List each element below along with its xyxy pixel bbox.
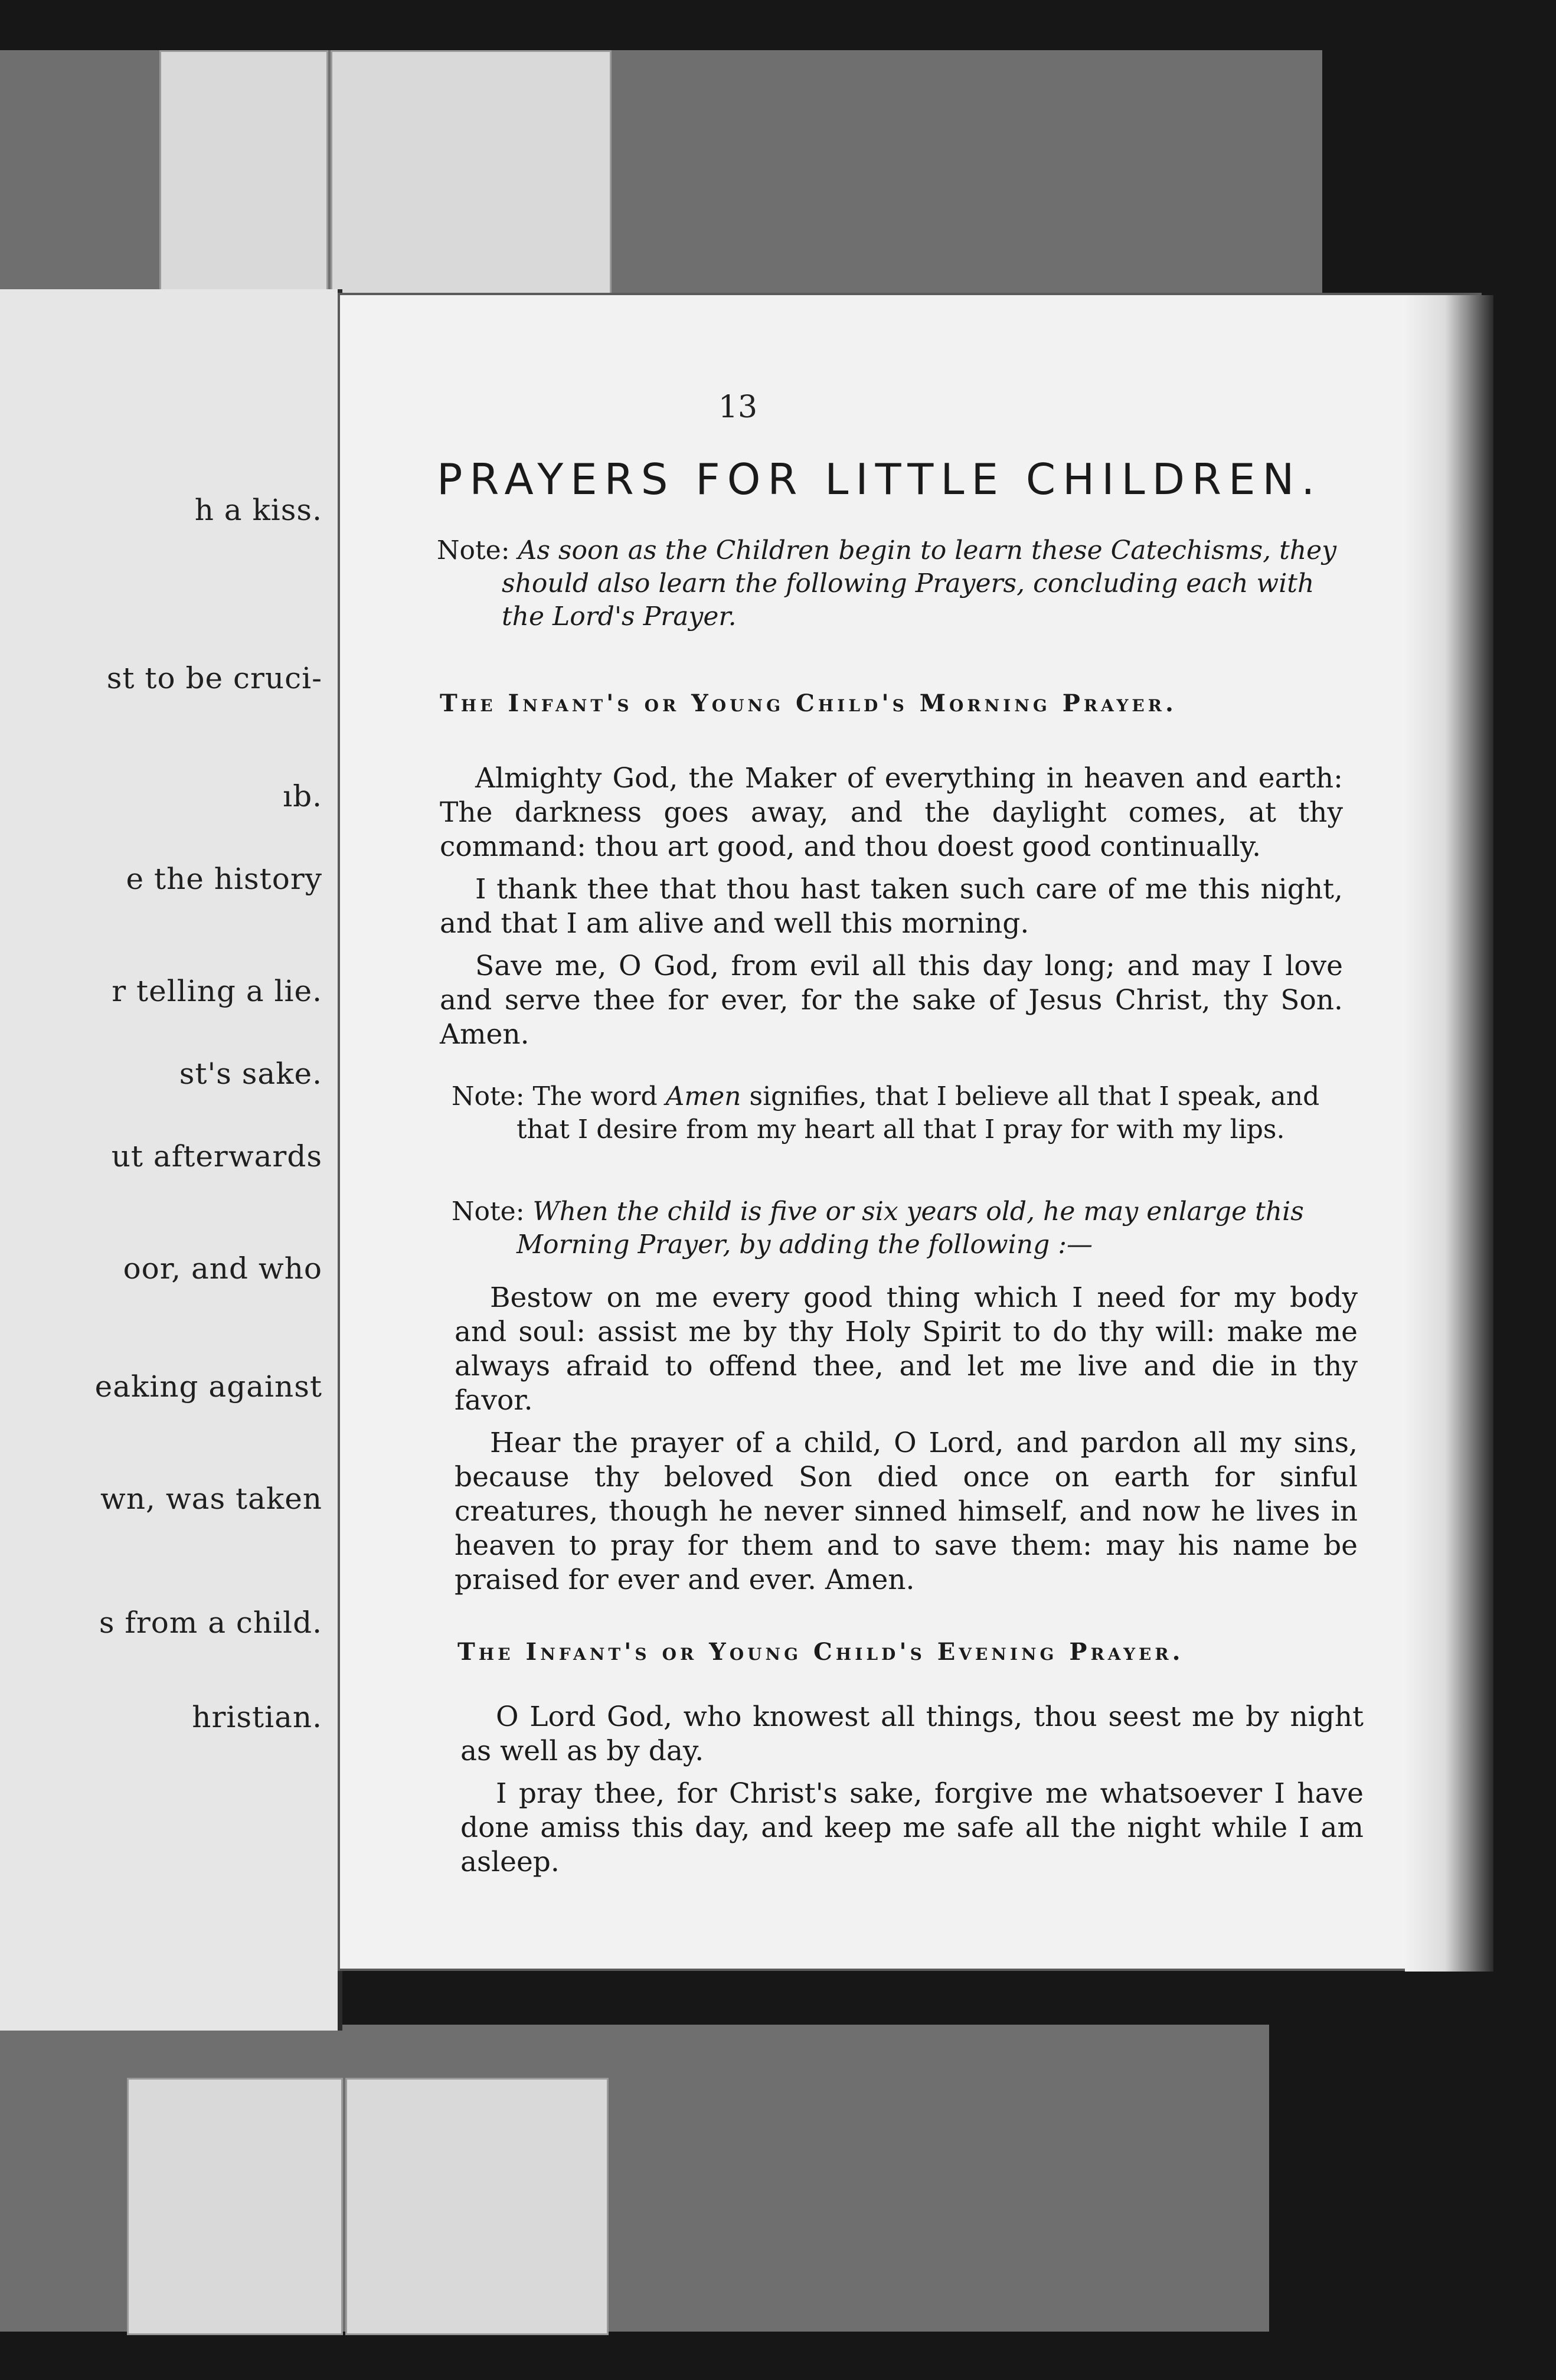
- left-page: [0, 289, 342, 2031]
- left-line: r telling a lie.: [112, 974, 322, 1008]
- evening-prayer: [460, 1700, 1364, 1888]
- prayer-paragraph: O Lord God, who knowest all things, thou seest me by night as well as by day.: [460, 1701, 1364, 1767]
- left-line: s from a child.: [99, 1606, 322, 1640]
- left-line: ıb.: [283, 779, 322, 813]
- left-line: eaking against: [94, 1369, 322, 1404]
- morning-prayer-extension: [455, 1281, 1358, 1606]
- morning-prayer: [440, 761, 1343, 1060]
- note-text: As soon as the Children begin to learn these Catechisms, they should also learn the following Prayers, concluding each with the Lord's Prayer.: [502, 535, 1337, 632]
- left-line: ut afterwards: [111, 1139, 322, 1173]
- prayer-paragraph: Bestow on me every good thing which I need for my body and soul: assist me by thy Holy Spirit to do thy will: make me always afraid to offend thee, and let me live and die in thy favor.: [455, 1281, 1358, 1417]
- tape-top-left: [159, 50, 328, 296]
- left-line: st to be cruci-: [106, 661, 322, 695]
- page-number: 13: [718, 390, 758, 425]
- note-text: signifies, that I believe all that I speak, and that I desire from my heart all that I pray for with my lips.: [517, 1081, 1320, 1145]
- prayer-paragraph: Almighty God, the Maker of everything in heaven and earth: The darkness goes away, and the daylight comes, at thy command: thou art good, and thou doest good continually.: [440, 762, 1343, 863]
- left-line: oor, and who: [123, 1251, 322, 1286]
- left-line: wn, was taken: [100, 1482, 322, 1516]
- prayer-paragraph: Save me, O God, from evil all this day long; and may I love and serve thee for ever, for the sake of Jesus Christ, thy Son. Amen.: [440, 950, 1343, 1051]
- prayer-paragraph: I thank thee that thou hast taken such care of me this night, and that I am alive and well this morning.: [440, 873, 1343, 940]
- note-text: When the child is five or six years old, he may enlarge this Morning Prayer, by adding the following :—: [517, 1196, 1304, 1260]
- prayer-paragraph: Hear the prayer of a child, O Lord, and pardon all my sins, because thy beloved Son died once on earth for sinful creatures, though he never sinned himself, and now he lives in heaven to pray for them and to save them: may his name be praised for ever and ever. Amen.: [455, 1427, 1358, 1596]
- section-heading-morning: The Infant's or Young Child's Morning Prayer.: [440, 689, 1177, 717]
- note-label: Note:: [437, 535, 510, 565]
- tape-top-right: [331, 50, 612, 296]
- note-enlarge: [452, 1195, 1355, 1261]
- section-heading-evening: The Infant's or Young Child's Evening Prayer.: [457, 1638, 1184, 1666]
- note-label: Note:: [452, 1196, 525, 1227]
- note-word: Amen: [665, 1081, 741, 1111]
- torn-edge: [1405, 295, 1493, 1972]
- page-title: PRAYERS FOR LITTLE CHILDREN.: [437, 455, 1322, 504]
- left-line: st's sake.: [179, 1057, 322, 1091]
- note-amen: [452, 1080, 1349, 1146]
- prayer-paragraph: I pray thee, for Christ's sake, forgive me whatsoever I have done amiss this day, and keep me safe all the night while I am asleep.: [460, 1777, 1364, 1878]
- intro-note: [437, 534, 1358, 633]
- tape-bottom-left: [127, 2078, 343, 2335]
- left-line: e the history: [126, 862, 322, 896]
- tape-bottom-right: [345, 2078, 609, 2335]
- left-line: h a kiss.: [194, 493, 322, 527]
- note-label: Note:: [452, 1081, 525, 1111]
- note-text: The word: [532, 1081, 658, 1111]
- left-line: hristian.: [192, 1700, 322, 1734]
